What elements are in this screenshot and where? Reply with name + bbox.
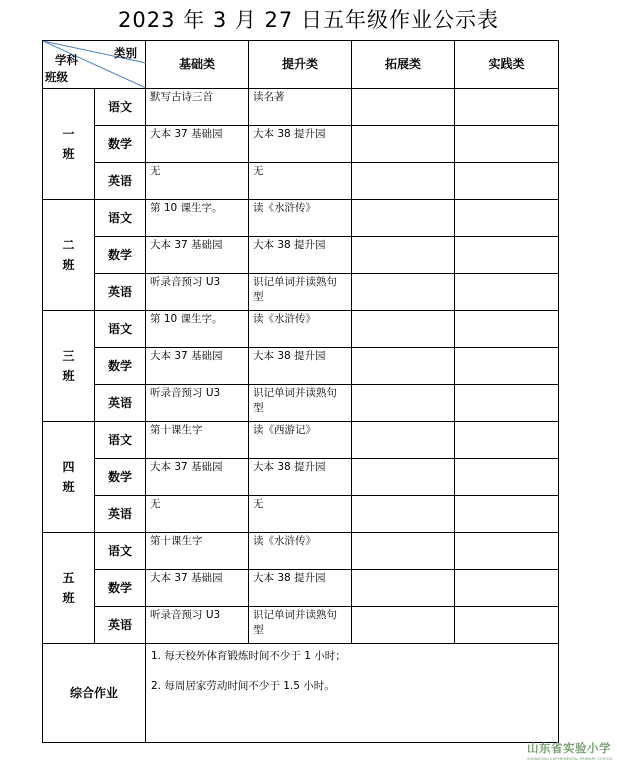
homework-cell-extend [352, 533, 455, 570]
table-header-row [43, 41, 559, 89]
homework-cell-practice [455, 311, 559, 348]
homework-cell-extend [352, 237, 455, 274]
class-name-cell [43, 422, 95, 533]
summary-item: 2. 每周居家劳动时间不少于 1.5 小时。 [151, 680, 335, 692]
homework-cell-practice [455, 570, 559, 607]
homework-cell-basic: 默写古诗三首 [146, 89, 249, 126]
homework-cell-practice [455, 422, 559, 459]
homework-cell-advanced: 大本 38 提升园 [249, 237, 352, 274]
summary-row [43, 644, 559, 743]
homework-cell-practice [455, 126, 559, 163]
subject-cell: 语文 [95, 200, 146, 237]
homework-cell-basic: 无 [146, 163, 249, 200]
homework-cell-basic: 大本 37 基础园 [146, 348, 249, 385]
homework-cell-basic: 无 [146, 496, 249, 533]
homework-cell-advanced: 大本 38 提升园 [249, 126, 352, 163]
table-row [43, 311, 559, 348]
column-header-basic: 基础类 [146, 41, 249, 89]
homework-cell-advanced: 识记单词并读熟句型 [249, 274, 352, 311]
homework-cell-practice [455, 533, 559, 570]
homework-cell-advanced: 无 [249, 163, 352, 200]
table-row [43, 89, 559, 126]
homework-cell-practice [455, 459, 559, 496]
corner-header-cell [43, 41, 146, 89]
homework-cell-advanced: 读《西游记》 [249, 422, 352, 459]
homework-cell-practice [455, 89, 559, 126]
subject-cell: 语文 [95, 89, 146, 126]
page-title: 2023 年 3 月 27 日五年级作业公示表 [118, 8, 499, 32]
subject-cell: 语文 [95, 311, 146, 348]
school-logo-name: 山东省实验小学 [527, 741, 611, 755]
table-row [43, 459, 559, 496]
homework-cell-extend [352, 274, 455, 311]
corner-class-label: 班级 [45, 70, 68, 84]
homework-cell-extend [352, 163, 455, 200]
homework-cell-advanced: 识记单词并读熟句型 [249, 607, 352, 644]
homework-cell-practice [455, 200, 559, 237]
homework-cell-basic: 听录音预习 U3 [146, 607, 249, 644]
class-name-cell [43, 533, 95, 644]
subject-cell: 数学 [95, 348, 146, 385]
table-row [43, 348, 559, 385]
homework-cell-practice [455, 274, 559, 311]
homework-cell-basic: 第 10 课生字。 [146, 311, 249, 348]
subject-cell: 语文 [95, 533, 146, 570]
homework-cell-extend [352, 89, 455, 126]
homework-cell-basic: 听录音预习 U3 [146, 274, 249, 311]
subject-cell: 英语 [95, 385, 146, 422]
subject-cell: 数学 [95, 459, 146, 496]
class-name-char: 班 [62, 591, 75, 605]
homework-cell-extend [352, 496, 455, 533]
column-header-extend: 拓展类 [352, 41, 455, 89]
table-row [43, 422, 559, 459]
subject-cell: 英语 [95, 496, 146, 533]
class-name-char: 班 [62, 147, 75, 161]
homework-cell-practice [455, 496, 559, 533]
homework-cell-practice [455, 385, 559, 422]
homework-cell-advanced: 大本 38 提升园 [249, 348, 352, 385]
corner-subject-label: 学科 [55, 53, 78, 67]
homework-cell-extend [352, 126, 455, 163]
subject-cell: 语文 [95, 422, 146, 459]
class-name-cell [43, 311, 95, 422]
class-name-char: 五 [62, 571, 75, 585]
homework-table [42, 40, 559, 743]
homework-cell-extend [352, 348, 455, 385]
summary-content [146, 644, 559, 743]
homework-cell-advanced: 无 [249, 496, 352, 533]
homework-cell-extend [352, 311, 455, 348]
homework-cell-extend [352, 385, 455, 422]
homework-cell-practice [455, 163, 559, 200]
homework-cell-practice [455, 237, 559, 274]
class-name-char: 一 [62, 127, 75, 141]
homework-cell-basic: 大本 37 基础园 [146, 126, 249, 163]
homework-cell-extend [352, 607, 455, 644]
class-name-cell [43, 200, 95, 311]
class-name-char: 三 [62, 349, 75, 363]
homework-cell-advanced: 识记单词并读熟句型 [249, 385, 352, 422]
homework-cell-basic: 第十课生字 [146, 422, 249, 459]
class-name-char: 班 [62, 480, 75, 494]
subject-cell: 数学 [95, 126, 146, 163]
homework-cell-advanced: 读《水浒传》 [249, 533, 352, 570]
homework-cell-advanced: 读名著 [249, 89, 352, 126]
homework-cell-basic: 第十课生字 [146, 533, 249, 570]
subject-cell: 数学 [95, 570, 146, 607]
homework-cell-basic: 第 10 课生字。 [146, 200, 249, 237]
table-row [43, 126, 559, 163]
class-name-char: 二 [62, 238, 75, 252]
homework-cell-basic: 听录音预习 U3 [146, 385, 249, 422]
subject-cell: 英语 [95, 607, 146, 644]
homework-cell-extend [352, 570, 455, 607]
homework-cell-practice [455, 607, 559, 644]
table-row [43, 200, 559, 237]
class-name-char: 班 [62, 369, 75, 383]
homework-cell-practice [455, 348, 559, 385]
table-row [43, 385, 559, 422]
table-row [43, 533, 559, 570]
homework-cell-basic: 大本 37 基础园 [146, 459, 249, 496]
subject-cell: 英语 [95, 163, 146, 200]
table-row [43, 274, 559, 311]
column-header-practice: 实践类 [455, 41, 559, 89]
homework-cell-extend [352, 200, 455, 237]
homework-cell-advanced: 大本 38 提升园 [249, 459, 352, 496]
subject-cell: 数学 [95, 237, 146, 274]
summary-label: 综合作业 [43, 644, 146, 743]
table-row [43, 237, 559, 274]
homework-cell-advanced: 读《水浒传》 [249, 200, 352, 237]
table-row [43, 496, 559, 533]
homework-cell-basic: 大本 37 基础园 [146, 237, 249, 274]
table-row [43, 163, 559, 200]
school-logo-english: SHANDONG EXPERIMENTAL PRIMARY SCHOOL [527, 757, 614, 761]
homework-cell-extend [352, 459, 455, 496]
table-row [43, 607, 559, 644]
homework-cell-basic: 大本 37 基础园 [146, 570, 249, 607]
class-name-char: 班 [62, 258, 75, 272]
summary-item: 1. 每天校外体育锻炼时间不少于 1 小时； [151, 650, 346, 662]
subject-cell: 英语 [95, 274, 146, 311]
school-logo [527, 740, 617, 761]
corner-category-label: 类别 [114, 46, 137, 60]
homework-cell-advanced: 大本 38 提升园 [249, 570, 352, 607]
class-name-cell [43, 89, 95, 200]
homework-cell-extend [352, 422, 455, 459]
column-header-advanced: 提升类 [249, 41, 352, 89]
homework-cell-advanced: 读《水浒传》 [249, 311, 352, 348]
table-row [43, 570, 559, 607]
class-name-char: 四 [62, 460, 75, 474]
